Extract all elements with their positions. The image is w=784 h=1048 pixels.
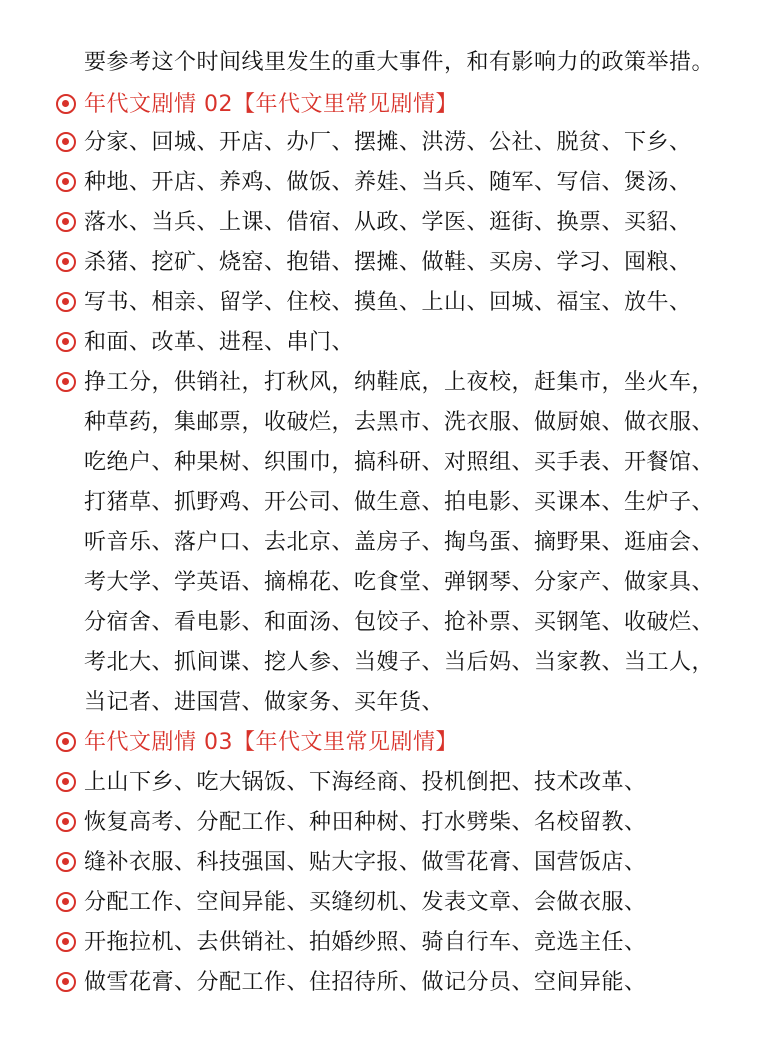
bullet-icon — [56, 972, 76, 992]
list-item-text: 写书、相亲、留学、住校、摸鱼、上山、回城、福宝、放牛、 — [84, 290, 692, 315]
long-list-text: 听音乐、落户口、去北京、盖房子、掏鸟蛋、摘野果、逛庙会、 — [84, 530, 715, 555]
list-item-text: 和面、改革、进程、串门、 — [84, 330, 355, 355]
intro-text: 要参考这个时间线里发生的重大事件，和有影响力的政策举措。 — [84, 50, 715, 75]
list-item-text: 种地、开店、养鸡、做饭、养娃、当兵、随军、写信、煲汤、 — [84, 170, 692, 195]
list-item-text: 开拖拉机、去供销社、拍婚纱照、骑自行车、竞选主任、 — [84, 930, 647, 955]
long-list-text: 当记者、进国营、做家务、买年货、 — [84, 690, 445, 715]
bullet-icon — [56, 372, 76, 392]
bullet-icon — [56, 172, 76, 192]
list-item-text: 恢复高考、分配工作、种田种树、打水劈柴、名校留教、 — [84, 810, 647, 835]
bullet-icon — [56, 292, 76, 312]
long-list-text: 分宿舍、看电影、和面汤、包饺子、抢补票、买钢笔、收破烂、 — [84, 610, 715, 635]
bullet-icon — [56, 732, 76, 752]
bullet-icon — [56, 932, 76, 952]
list-item-text: 缝补衣服、科技强国、贴大字报、做雪花膏、国营饭店、 — [84, 850, 647, 875]
long-list-text: 挣工分，供销社，打秋风，纳鞋底，上夜校，赶集市，坐火车， — [84, 370, 715, 395]
heading-02-text: 年代文剧情 02【年代文里常见剧情】 — [84, 92, 458, 117]
list-item-text: 做雪花膏、分配工作、住招待所、做记分员、空间异能、 — [84, 970, 647, 995]
bullet-icon — [56, 852, 76, 872]
list-item-text: 杀猪、挖矿、烧窑、抱错、摆摊、做鞋、买房、学习、囤粮、 — [84, 250, 692, 275]
bullet-icon — [56, 132, 76, 152]
list-item-text: 上山下乡、吃大锅饭、下海经商、投机倒把、技术改革、 — [84, 770, 647, 795]
long-list-text: 吃绝户、种果树、织围巾，搞科研、对照组、买手表、开餐馆、 — [84, 450, 715, 475]
bullet-icon — [56, 892, 76, 912]
long-list-text: 考北大、抓间谍、挖人参、当嫂子、当后妈、当家教、当工人， — [84, 650, 715, 675]
bullet-icon — [56, 94, 76, 114]
bullet-icon — [56, 212, 76, 232]
list-item-text: 分家、回城、开店、办厂、摆摊、洪涝、公社、脱贫、下乡、 — [84, 130, 692, 155]
long-list-text: 打猪草、抓野鸡、开公司、做生意、拍电影、买课本、生炉子、 — [84, 490, 715, 515]
long-list-text: 考大学、学英语、摘棉花、吃食堂、弹钢琴、分家产、做家具、 — [84, 570, 715, 595]
long-list-text: 种草药，集邮票，收破烂，去黑市、洗衣服、做厨娘、做衣服、 — [84, 410, 715, 435]
bullet-icon — [56, 332, 76, 352]
heading-03-text: 年代文剧情 03【年代文里常见剧情】 — [84, 730, 458, 755]
list-item-text: 落水、当兵、上课、借宿、从政、学医、逛街、换票、买貂、 — [84, 210, 692, 235]
bullet-icon — [56, 252, 76, 272]
bullet-icon — [56, 812, 76, 832]
bullet-icon — [56, 772, 76, 792]
list-item-text: 分配工作、空间异能、买缝纫机、发表文章、会做衣服、 — [84, 890, 647, 915]
